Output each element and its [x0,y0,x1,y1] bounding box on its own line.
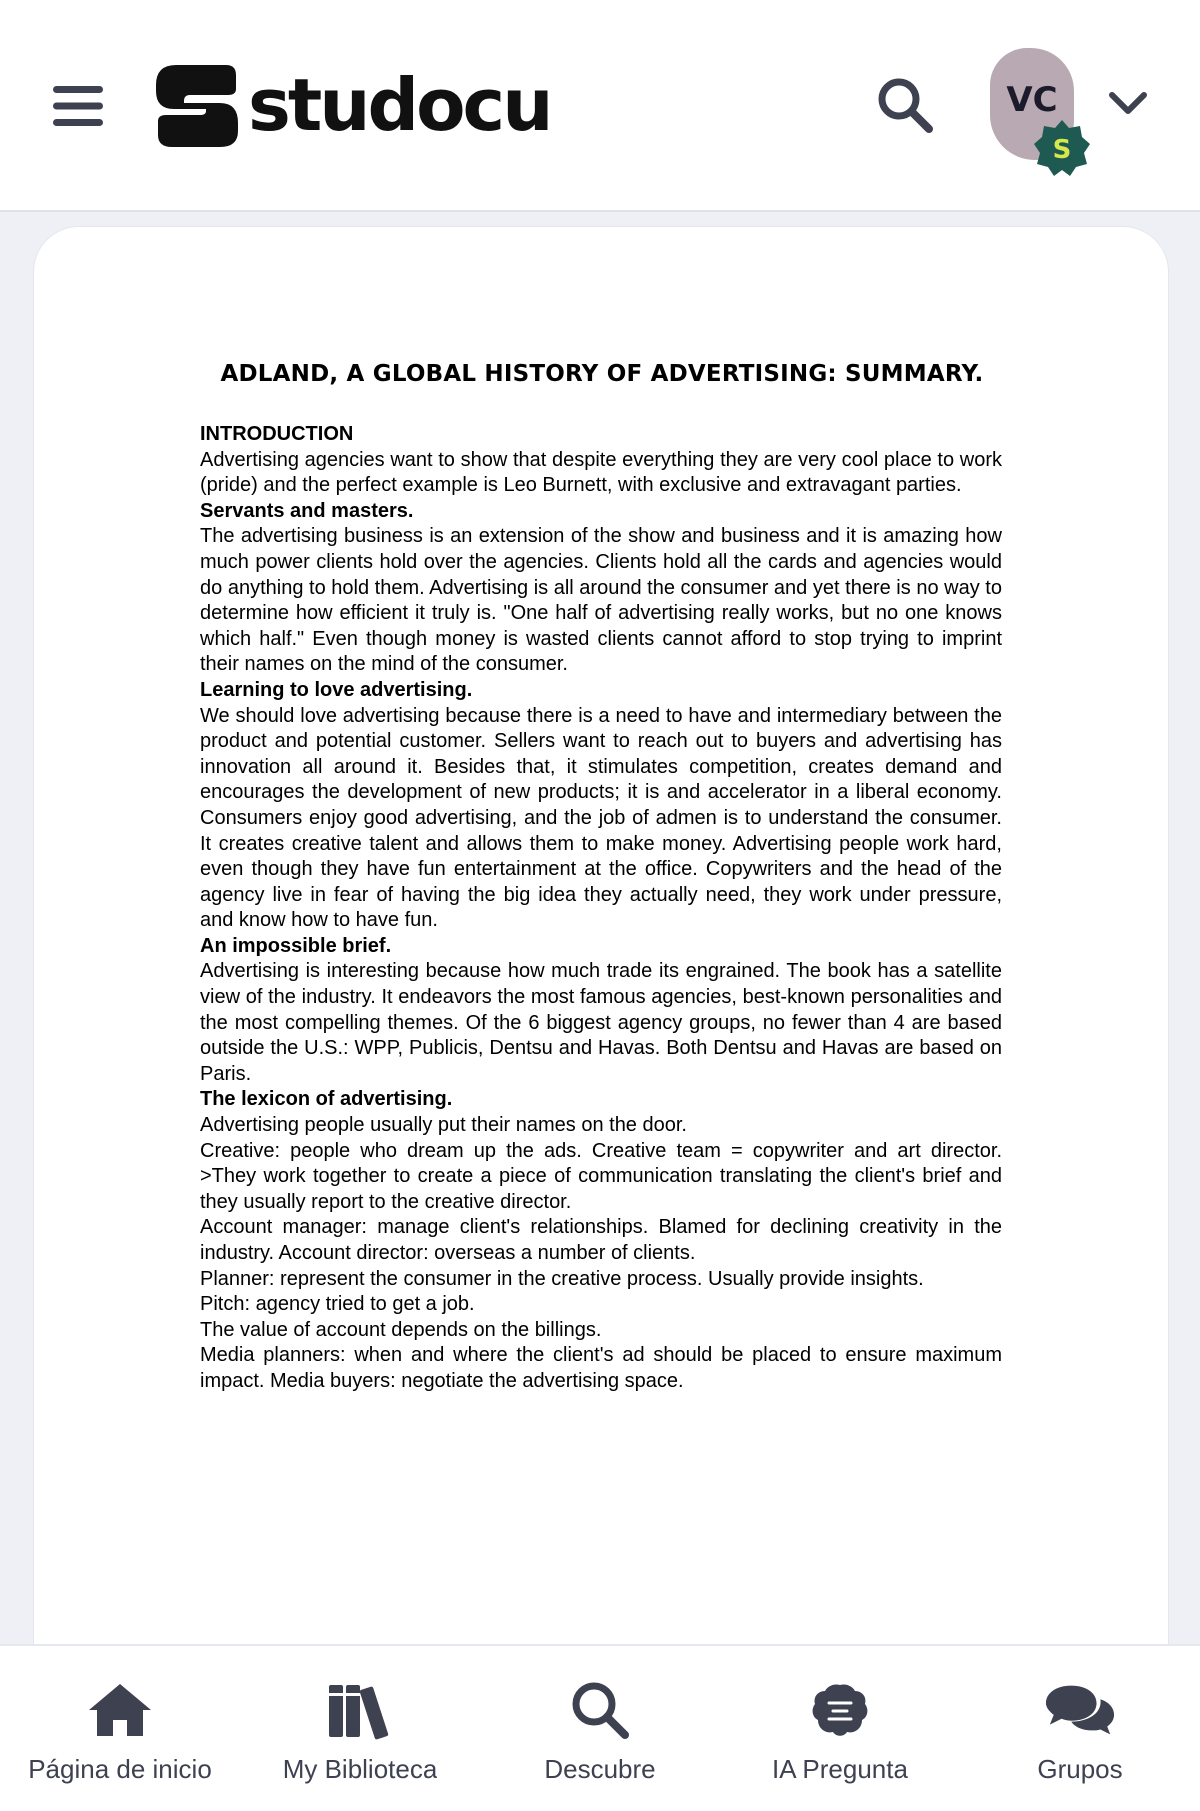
ai-brain-icon [809,1679,871,1741]
paragraph: Advertising is interesting because how much trade its engrained. The book has a satellite view of the industry. It endeavors the most famous agencies, best-known personalities and the most compelling themes. Of the 6 biggest agency groups, no fewer than 4 are based outside the U.S.: WPP, Publicis, Dentsu and Havas. Both Dentsu and Havas are based on Paris. [200,960,1002,1085]
badge-letter: S [1052,135,1072,165]
paragraph: Planner: represent the consumer in the creative process. Usually provide insights. [200,1267,924,1290]
nav-label: IA Pregunta [772,1754,908,1784]
paragraph: We should love advertising because there is a need to have and intermediary between the product and potential customer. Sellers want to reach out to buyers and advertising has innovation all around it. Besides that, it stimulates competition, creates demand and encourages the development of new products; it is and accelerator in a liberal economy. Consumers enjoy good advertising, and the job of admen is to understand the consumer. It creates creative talent and allows them to make money. Advertising people work hard, even though they have fun entertainment at the office. Copywriters and the head of the agency live in fear of having the big idea they actually need, they work under pressure, and know how to have fun. [200,704,1002,932]
search-icon [569,1679,631,1741]
section-heading: INTRODUCTION [200,423,354,445]
premium-badge-icon [1032,118,1092,178]
nav-item-ai-ask[interactable] [720,1646,960,1811]
document-title: ADLAND, A GLOBAL HISTORY OF ADVERTISING: SUMMARY. [220,361,984,387]
nav-item-home[interactable] [0,1646,240,1811]
nav-label: Descubre [544,1754,656,1784]
chat-bubbles-icon [1044,1681,1116,1739]
section-heading: Servants and masters. [200,499,414,522]
search-button[interactable] [870,70,940,140]
section-heading: The lexicon of advertising. [200,1088,453,1111]
logo-wordmark: studocu [248,63,551,147]
nav-item-library[interactable] [240,1646,480,1811]
paragraph: Advertising agencies want to show that despite everything they are very cool place to work (pride) and the perfect example is Leo Burnett, with exclusive and extravagant parties. [200,448,1002,497]
studocu-logo-icon [150,59,242,151]
nav-item-groups[interactable] [960,1646,1200,1811]
bottom-navigation [0,1644,1200,1811]
paragraph: Media planners: when and where the client's ad should be placed to ensure maximum impact. Media buyers: negotiate the advertising space. [200,1344,1002,1392]
nav-label: Página de inicio [28,1754,212,1784]
account-menu-button[interactable] [1100,80,1156,128]
nav-label: Grupos [1037,1754,1123,1784]
paragraph: Advertising people usually put their names on the door. [200,1114,687,1137]
avatar-initials: VC [1006,80,1058,120]
paragraph: The advertising business is an extension of the show and business and it is amazing how much power clients hold over the agencies. Clients hold all the cards and agencies would do anything to hold them. Advertising is all around the consumer and yet there is no way to determine how efficient it truly is. "One half of advertising really works, but no one knows which half." Even though money is wasted clients cannot afford to stop trying to imprint their names on the mind of the consumer. [200,525,1002,676]
home-icon [85,1680,155,1740]
paragraph: Creative: people who dream up the ads. Creative team = copywriter and art director. >They work together to create a piece of communication translating the client's brief and they usually report to the creative director. [200,1139,1002,1213]
nav-label: My Biblioteca [282,1754,438,1784]
library-icon [327,1679,393,1741]
search-icon [875,75,935,135]
chevron-down-icon [1108,91,1148,117]
studocu-logo[interactable] [150,55,550,155]
paragraph: The value of account depends on the billings. [200,1318,602,1341]
menu-button[interactable] [48,76,108,136]
paragraph: Account manager: manage client's relationships. Blamed for declining creativity in the industry. Account director: overseas a number of clients. [200,1216,1002,1264]
document-page [33,226,1169,1646]
paragraph: Pitch: agency tried to get a job. [200,1293,475,1316]
nav-item-discover[interactable] [480,1646,720,1811]
document-body [200,422,1002,1395]
hamburger-menu-icon [53,84,103,128]
section-heading: An impossible brief. [200,934,392,957]
top-app-bar [0,0,1200,212]
section-heading: Learning to love advertising. [200,678,473,701]
